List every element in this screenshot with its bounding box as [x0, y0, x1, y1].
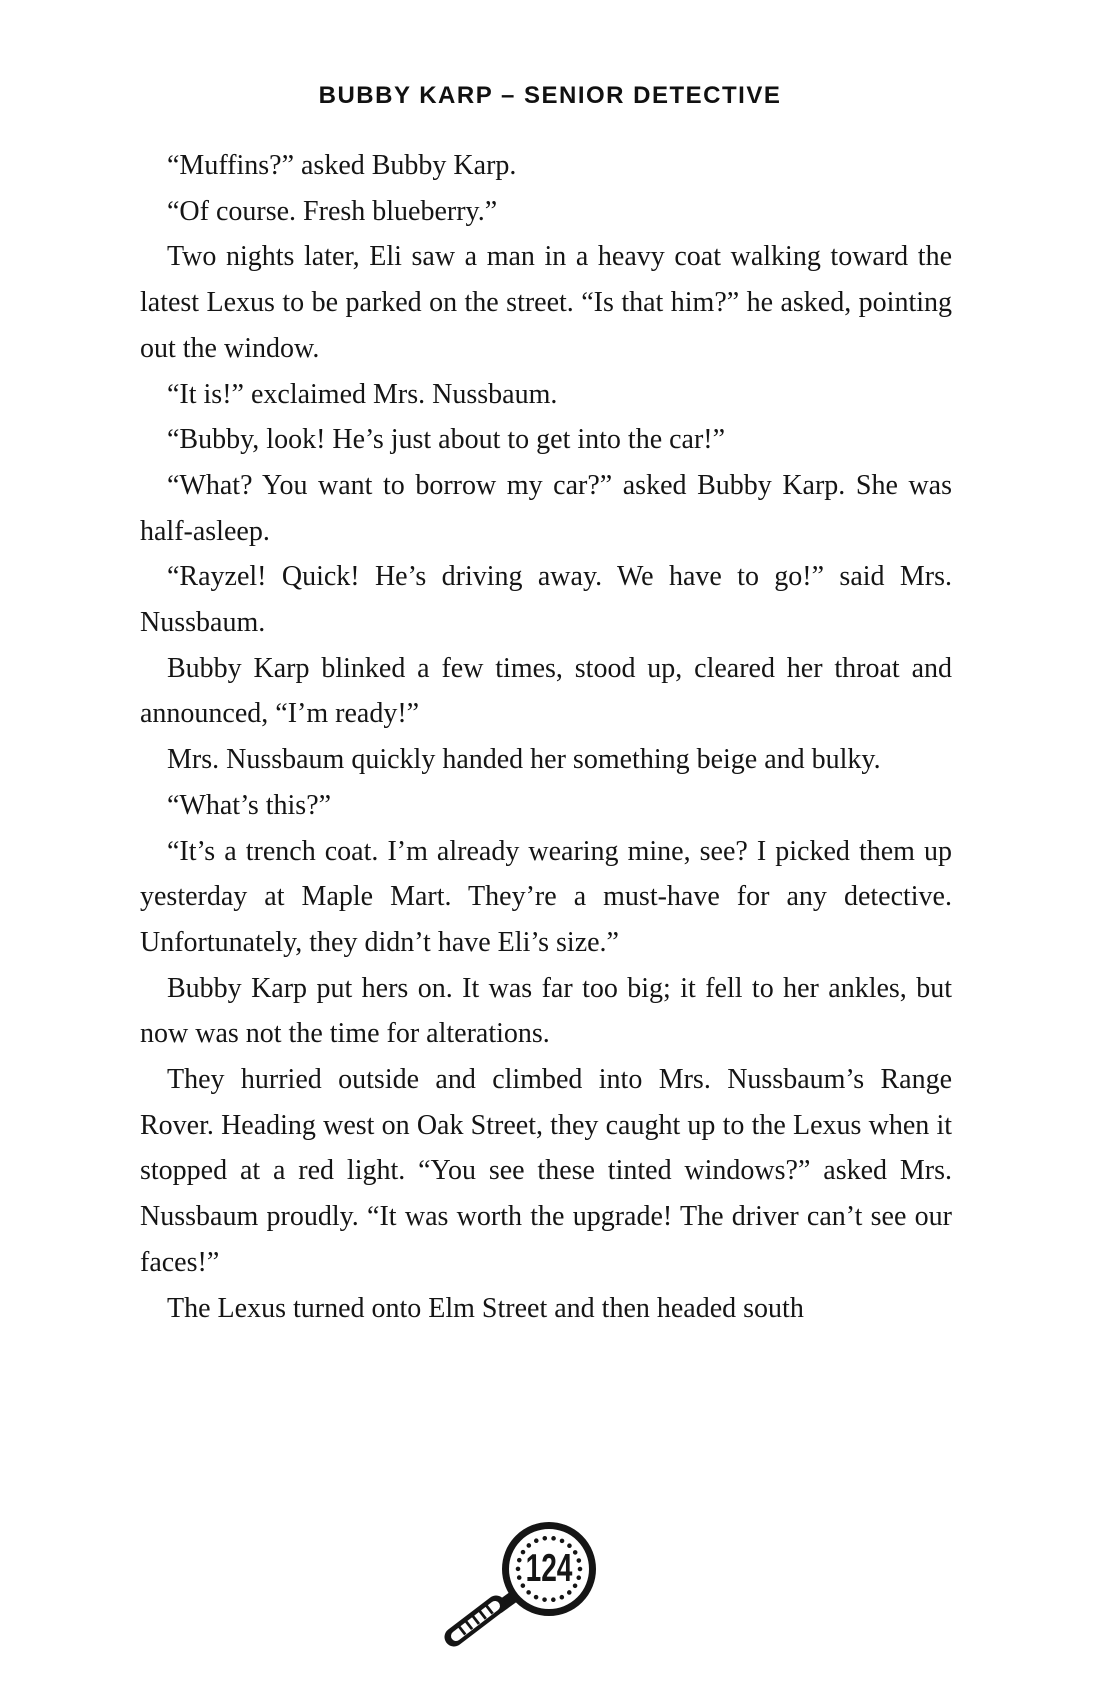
- paragraph: “It is!” exclaimed Mrs. Nussbaum.: [167, 378, 558, 410]
- page-number-group: [526, 1547, 573, 1591]
- paragraph: Mrs. Nussbaum quickly handed her something beige and bulky.: [167, 744, 881, 776]
- paragraph: “Rayzel! Quick! He’s driving away. We have to go!” said Mrs. Nussbaum.: [140, 561, 952, 639]
- paragraph: “What’s this?”: [167, 789, 332, 821]
- paragraph: “It’s a trench coat. I’m already wearing mine, see? I picked them up yesterday at Maple Mart. They’re a must-have for any detective. Unfortunately, they didn’t have Eli’s size.”: [140, 835, 952, 958]
- body-text: [140, 143, 952, 1331]
- paragraph: Two nights later, Eli saw a man in a heavy coat walking toward the latest Lexus to be parked on the street. “Is that him?” he asked, pointing out the window.: [140, 241, 952, 364]
- paragraph: The Lexus turned onto Elm Street and then headed south: [167, 1292, 804, 1324]
- paragraph: “Of course. Fresh blueberry.”: [167, 195, 498, 227]
- page-number-ornament: [430, 1502, 640, 1672]
- paragraph: They hurried outside and climbed into Mrs. Nussbaum’s Range Rover. Heading west on Oak Street, they caught up to the Lexus when it stopped at a red light. “You see these tinted windows?” asked Mrs. Nussbaum proudly. “It was worth the upgrade! The driver can’t see our faces!”: [140, 1064, 952, 1278]
- paragraph: Bubby Karp put hers on. It was far too big; it fell to her ankles, but now was not the time for alterations.: [140, 972, 952, 1050]
- paragraph: Bubby Karp blinked a few times, stood up, cleared her throat and announced, “I’m ready!”: [140, 652, 952, 730]
- running-header: BUBBY KARP – SENIOR DETECTIVE: [318, 82, 782, 109]
- paragraph: “What? You want to borrow my car?” asked Bubby Karp. She was half-asleep.: [140, 469, 952, 547]
- paragraph: “Bubby, look! He’s just about to get into the car!”: [167, 424, 726, 456]
- paragraph: “Muffins?” asked Bubby Karp.: [167, 150, 517, 181]
- magnifying-glass-icon: [430, 1502, 640, 1672]
- page-number: 124: [525, 1546, 573, 1591]
